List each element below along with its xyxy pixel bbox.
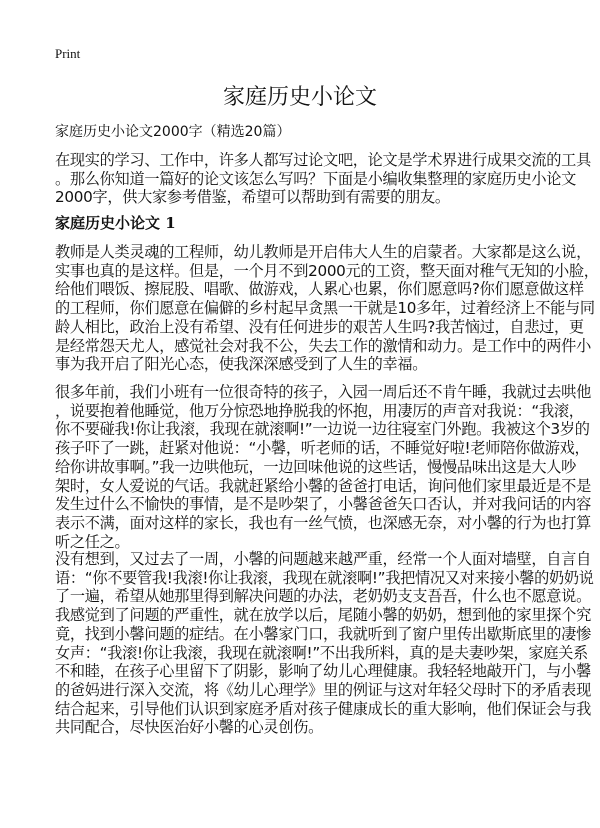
text-line: 2000字，供大家参考借鉴，希望可以帮助到有需要的朋友。 — [55, 188, 450, 207]
text-line: 我感觉到了问题的严重性，就在放学以后，尾随小馨的奶奶，想到他的家里探个究 — [55, 606, 591, 625]
text-line: 女声：“我滚!你让我滚，我现在就滚啊!”不出我所料，真的是夫妻吵架，家庭关系 — [55, 643, 588, 662]
text-line: 的工程师，你们愿意在偏僻的乡村起早贪黑一干就是10多年，过着经济上不能与同 — [55, 299, 595, 318]
intro-paragraph — [55, 151, 591, 207]
text-line: 共同配合，尽快医治好小馨的心灵创伤。 — [55, 718, 323, 737]
page-title: 家庭历史小论文 — [222, 85, 377, 110]
print-link[interactable]: Print — [55, 46, 81, 61]
text-line: 给你讲故事啊。”我一边哄他玩，一边回味他说的这些话，慢慢品味出这是大人吵 — [55, 457, 577, 476]
text-line: 你不要碰我!你让我滚，我现在就滚啊!”一边说一边往寝室门外跑。我被这个3岁的 — [55, 420, 590, 439]
subtitle: 家庭历史小论文2000字（精选20篇） — [55, 124, 291, 140]
text-line: 是经常怨天尤人，感觉社会对我不公，失去工作的激情和动力。是工作中的两件小 — [55, 336, 591, 355]
text-line: 的爸妈进行深入交流，将《幼儿心理学》里的例证与这对年轻父母时下的矛盾表现 — [55, 680, 591, 699]
section-heading: 家庭历史小论文 1 — [55, 214, 176, 232]
text-line: 很多年前，我们小班有一位很奇特的孩子，入园一周后还不肯午睡，我就过去哄他 — [55, 383, 591, 401]
text-line: 没有想到，又过去了一周，小馨的问题越来越严重，经常一个人面对墙壁，自言自 — [55, 550, 591, 568]
text-line: 语：“你不要管我!我滚!你让我滚，我现在就滚啊!”我把情况又对来接小馨的奶奶说 — [55, 568, 594, 587]
body-paragraph-1 — [55, 243, 599, 374]
text-line: 了一遍，希望从她那里得到解决问题的办法，老奶奶支支吾吾，什么也不愿意说。 — [55, 587, 591, 606]
text-line: 表示不满，面对这样的家长，我也有一丝气愤，也深感无奈，对小馨的行为也打算 — [55, 513, 591, 532]
text-line: 。那么你知道一篇好的论文该怎么写吗？下面是小编收集整理的家庭历史小论文 — [55, 169, 577, 188]
text-line: 架时，女人爱说的气话。我就赶紧给小馨的爸爸打电话，询问他们家里最近是不是 — [55, 476, 591, 495]
text-line: 不和睦，在孩子心里留下了阴影，影响了幼儿心理健康。我轻轻地敲开门，与小馨 — [55, 662, 591, 681]
text-line: 结合起来，引导他们认识到家庭矛盾对孩子健康成长的重大影响，他们保证会与我 — [55, 699, 591, 718]
text-line: 给他们喂饭、擦屁股、唱歌、做游戏，人累心也累，你们愿意吗?你们愿意做这样 — [55, 280, 584, 299]
text-line: 竟，找到小馨问题的症结。在小馨家门口，我就听到了窗户里传出歇斯底里的凄惨 — [55, 624, 591, 643]
text-line: 实事也真的是这样。但是，一个月不到2000元的工资，整天面对稚气无知的小脸， — [55, 261, 599, 280]
text-line: 听之任之。 — [55, 532, 130, 551]
text-line: 事为我开启了阳光心态，使我深深感受到了人生的幸福。 — [55, 355, 428, 374]
text-line: 教师是人类灵魂的工程师，幼儿教师是开启伟大人生的启蒙者。大家都是这么说， — [55, 243, 591, 261]
text-line: ，说要抱着他睡觉，他万分惊恐地挣脱我的怀抱，用凄厉的声音对我说：“我滚， — [55, 401, 584, 420]
text-line: 在现实的学习、工作中，许多人都写过论文吧，论文是学术界进行成果交流的工具 — [55, 151, 591, 169]
body-paragraph-3 — [55, 550, 594, 737]
text-line: 龄人相比，政治上没有希望、没有任何进步的艰苦人生吗?我苦恼过，自悲过，更 — [55, 317, 584, 336]
text-line: 发生过什么不愉快的事情，是不是吵架了，小馨爸爸矢口否认，并对我问话的内容 — [55, 495, 591, 514]
text-line: 孩子吓了一跳，赶紧对他说：“小馨，听老师的话，不睡觉好啦!老师陪你做游戏， — [55, 439, 590, 458]
body-paragraph-2 — [55, 383, 591, 551]
